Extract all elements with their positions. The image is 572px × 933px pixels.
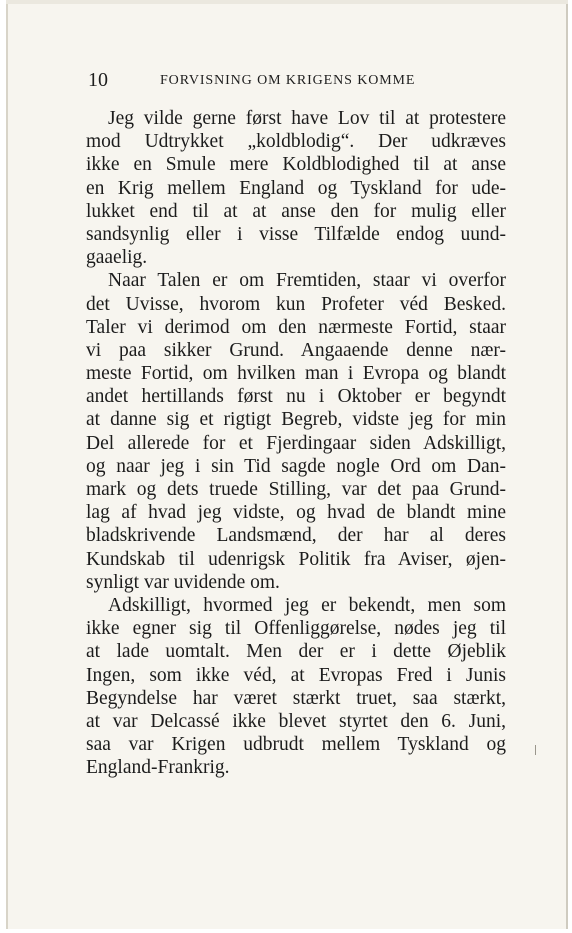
text-line: Kundskab til udenrigsk Politik fra Aviser, øjen-: [86, 548, 506, 570]
text-line: Adskilligt, hvormed jeg er bekendt, men som: [108, 594, 506, 616]
paragraph-3: [86, 594, 506, 780]
text-line: Taler vi derimod om den nærmeste Fortid, staar: [86, 316, 506, 338]
text-line: Del allerede for et Fjerdingaar siden Adskilligt,: [86, 432, 506, 454]
text-line: en Krig mellem England og Tyskland for ude-: [86, 177, 506, 199]
text-line: andet hertillands først nu i Oktober er begyndt: [86, 386, 506, 408]
text-line: lag af hvad jeg vidste, og hvad de blandt mine: [86, 502, 506, 524]
text-line: Jeg vilde gerne først have Lov til at protestere: [108, 108, 506, 129]
text-line: at var Delcassé ikke blevet styrtet den 6. Juni,: [86, 710, 506, 732]
text-line: mod Udtrykket „koldblodig“. Der udkræves: [86, 131, 506, 153]
text-line: Naar Talen er om Fremtiden, staar vi overfor: [108, 270, 506, 292]
body-text: [86, 107, 506, 779]
text-line: at lade uomtalt. Men der er i dette Øjeblik: [86, 641, 506, 663]
text-line: lukket end til at at anse den for mulig eller: [86, 200, 506, 222]
text-line: vi paa sikker Grund. Angaaende denne nær-: [86, 339, 506, 361]
text-line: Ingen, som ikke véd, at Evropas Fred i Junis: [86, 664, 506, 686]
text-line: at danne sig et rigtigt Begreb, vidste jeg for min: [86, 409, 506, 431]
text-line: mark og dets truede Stilling, var det paa Grund-: [86, 479, 506, 500]
text-line: saa var Krigen udbrudt mellem Tyskland og: [86, 734, 506, 756]
text-line: og naar jeg i sin Tid sagde nogle Ord om Dan-: [86, 455, 506, 477]
text-line: gaaelig.: [86, 247, 148, 269]
text-line: bladskrivende Landsmænd, der har al deres: [86, 525, 506, 547]
text-line: meste Fortid, om hvilken man i Evropa og blandt: [86, 363, 506, 385]
text-line: sandsynlig eller i visse Tilfælde endog uund-: [86, 223, 506, 245]
text-line: England-Frankrig.: [86, 757, 230, 779]
text-line: Begyndelse har været stærkt truet, saa stærkt,: [86, 687, 506, 709]
paragraph-2: [86, 269, 506, 594]
paper-speck: [535, 745, 536, 755]
paragraph-1: [86, 107, 506, 269]
text-line: ikke en Smule mere Koldblodighed til at anse: [86, 154, 506, 176]
text-line: synligt var uvidende om.: [86, 571, 280, 593]
page-number: 10: [88, 69, 108, 91]
page-header: [88, 68, 508, 92]
text-line: det Uvisse, hvorom kun Profeter véd Besked.: [86, 293, 506, 315]
text-line: ikke egner sig til Offenliggørelse, nødes jeg til: [86, 618, 506, 640]
running-title: FORVISNING OM KRIGENS KOMME: [160, 73, 416, 88]
